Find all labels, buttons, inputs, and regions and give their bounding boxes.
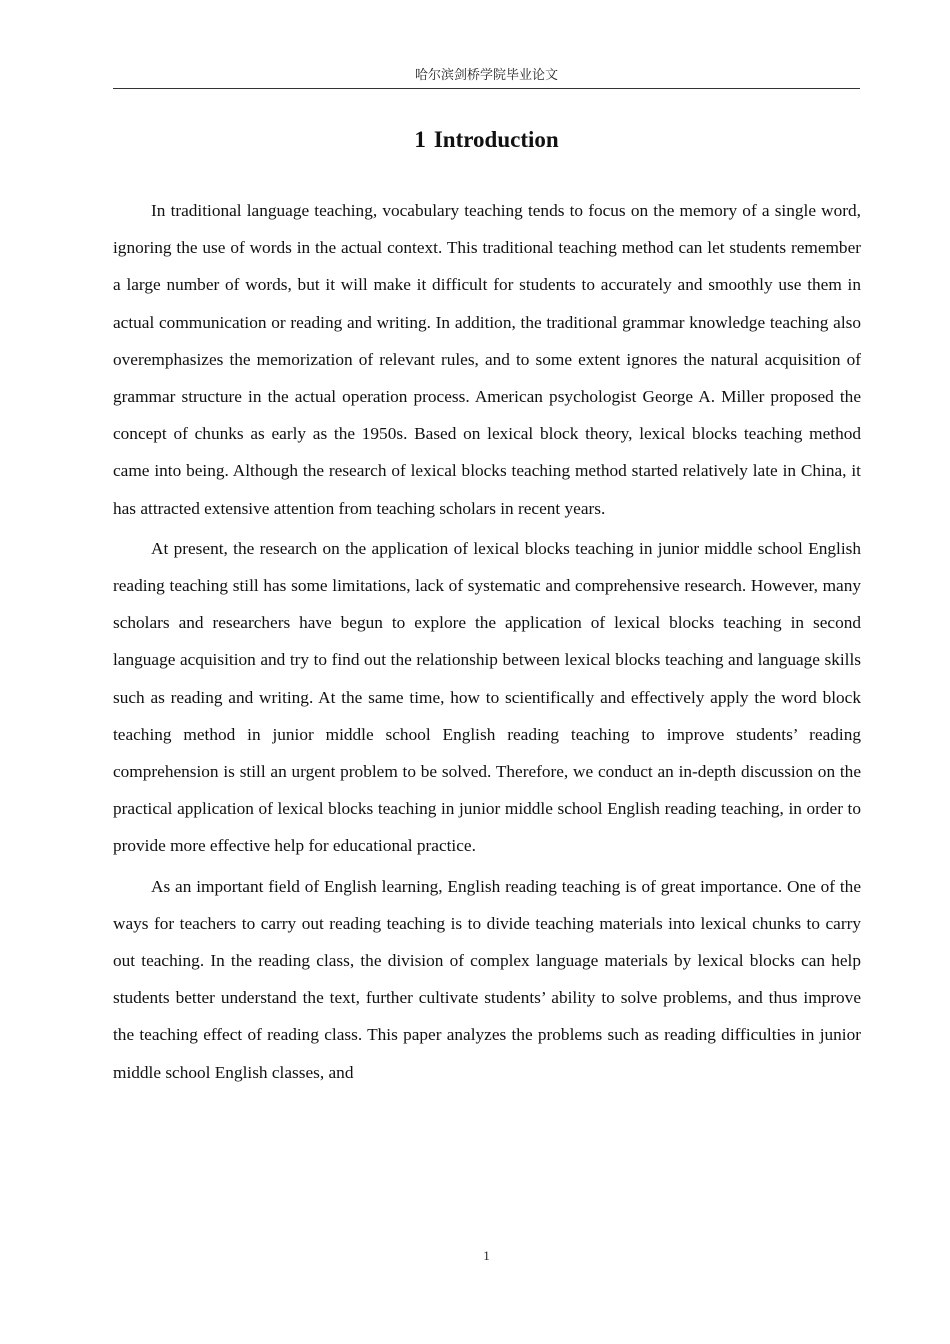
section-title [113, 124, 860, 156]
body-text [113, 192, 861, 1094]
paragraph: At present, the research on the application of lexical blocks teaching in junior middle school English reading teaching still has some limitations, lack of systematic and comprehensive research. However, many scholars and researchers have begun to explore the application of lexical blocks teaching in second language acquisition and try to find out the relationship between lexical blocks teaching and language skills such as reading and writing. At the same time, how to scientifically and effectively apply the word block teaching method in junior middle school English reading teaching to improve students’ reading comprehension is still an urgent problem to be solved. Therefore, we conduct an in-depth discussion on the practical application of lexical blocks teaching in junior middle school English reading teaching, in order to provide more effective help for educational practice. [113, 538, 861, 856]
section-number: 1 [414, 127, 426, 152]
paragraph: As an important field of English learning, English reading teaching is of great importance. One of the ways for teachers to carry out reading teaching is to divide teaching materials into lexical chunks to carry out teaching. In the reading class, the division of complex language materials by lexical blocks can help students better understand the text, further cultivate students’ ability to solve problems, and thus improve the teaching effect of reading class. This paper analyzes the problems such as reading difficulties in junior middle school English classes, and [113, 876, 861, 1082]
page-number: 1 [483, 1248, 490, 1263]
header-text: 哈尔滨剑桥学院毕业论文 [414, 67, 558, 82]
section-title-text: Introduction [433, 127, 559, 152]
paragraph: In traditional language teaching, vocabulary teaching tends to focus on the memory of a single word, ignoring the use of words in the actual context. This traditional teaching method can let students remember a large number of words, but it will make it difficult for students to accurately and smoothly use them in actual communication or reading and writing. In addition, the traditional grammar knowledge teaching also overemphasizes the memorization of relevant rules, and to some extent ignores the natural acquisition of grammar structure in the actual operation process. American psychologist George A. Miller proposed the concept of chunks as early as the 1950s. Based on lexical block theory, lexical blocks teaching method came into being. Although the research of lexical blocks teaching method started relatively late in China, it has attracted extensive attention from teaching scholars in recent years. [113, 201, 861, 518]
page-header [113, 66, 860, 89]
